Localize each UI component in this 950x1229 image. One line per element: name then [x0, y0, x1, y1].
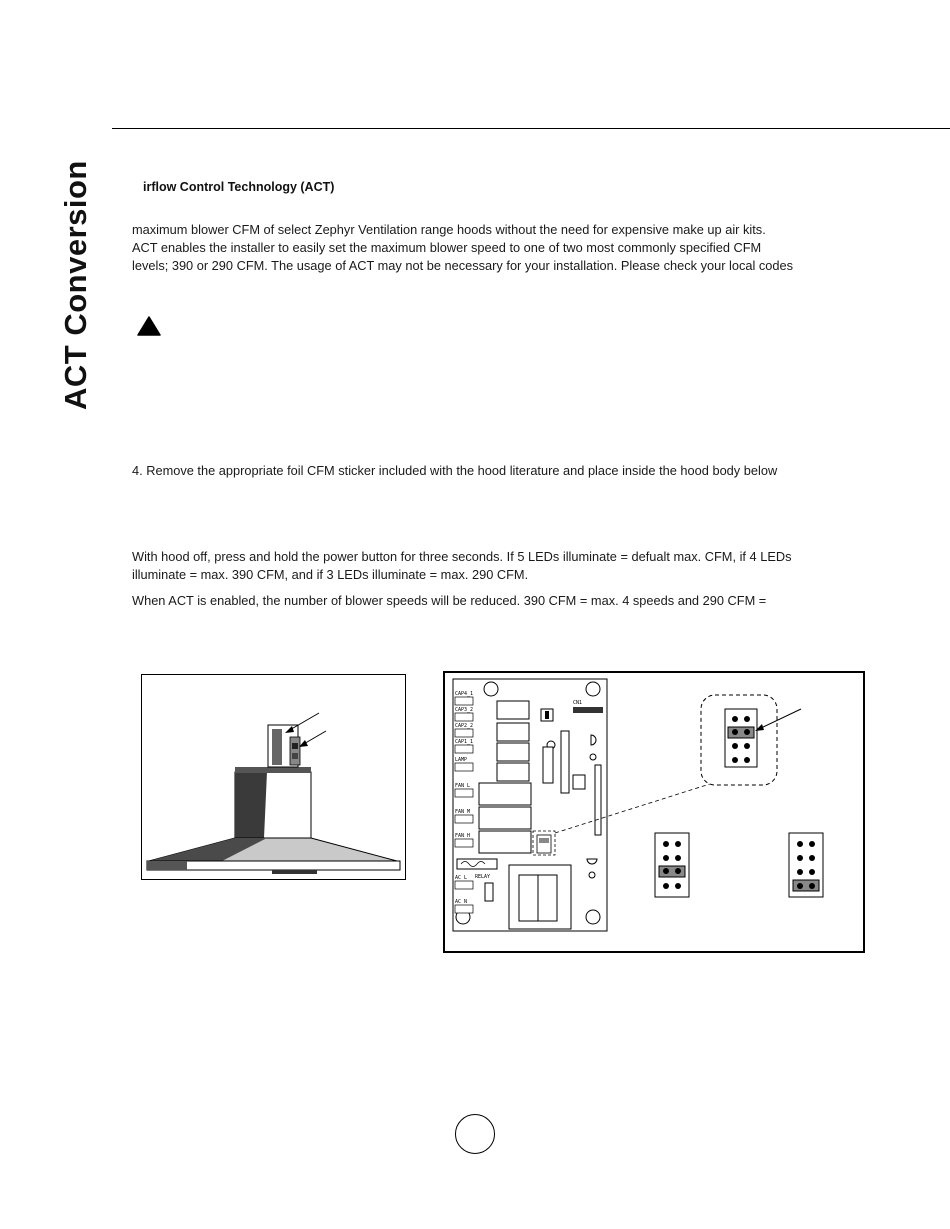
header-rule — [112, 128, 950, 129]
intro-line-1: maximum blower CFM of select Zephyr Ventilation range hoods without the need for expensive make up air kits. — [132, 222, 766, 237]
label-connector: CN1 — [573, 700, 583, 706]
check-line-1: With hood off, press and hold the power button for three seconds. If 5 LEDs illuminate = defualt max. CFM, if 4 LEDs — [132, 549, 792, 564]
label-fan-m: FAN M — [455, 809, 471, 815]
hood-drawing — [142, 675, 405, 879]
side-section-title: ACT Conversion — [58, 160, 93, 410]
label-ac-n: AC N — [455, 899, 468, 905]
check-line-2: illuminate = max. 390 CFM, and if 3 LEDs illuminate = max. 290 CFM. — [132, 567, 529, 582]
intro-line-3: levels; 390 or 290 CFM. The usage of ACT may not be necessary for your installation. Please check your local codes — [132, 258, 794, 273]
speeds-text: When ACT is enabled, the number of blower speeds will be reduced. 390 CFM = max. 4 speeds and 290 CFM = — [132, 593, 767, 608]
label-cap1: CAP1_1 — [455, 739, 474, 745]
label-relay: RELAY — [475, 874, 491, 880]
section-heading: irflow Control Technology (ACT) — [143, 180, 335, 194]
label-cap4: CAP4_1 — [455, 691, 474, 697]
page-number — [455, 1114, 495, 1154]
label-cap3: CAP3_2 — [455, 707, 474, 713]
label-fan-l: FAN L — [455, 783, 471, 789]
hood-illustration — [141, 674, 406, 880]
label-cap2: CAP2_2 — [455, 723, 474, 729]
board-drawing — [445, 673, 863, 951]
intro-line-2: ACT enables the installer to easily set the maximum blower speed to one of two most commonly specified CFM — [132, 240, 762, 255]
label-lamp: LAMP — [455, 757, 468, 763]
step-4-text: 4. Remove the appropriate foil CFM sticker included with the hood literature and place inside the hood body below — [132, 463, 778, 478]
label-ac-l: AC L — [455, 875, 468, 881]
control-board-diagram — [443, 671, 865, 953]
label-fan-h: FAN H — [455, 833, 471, 839]
warning-icon — [137, 316, 161, 336]
